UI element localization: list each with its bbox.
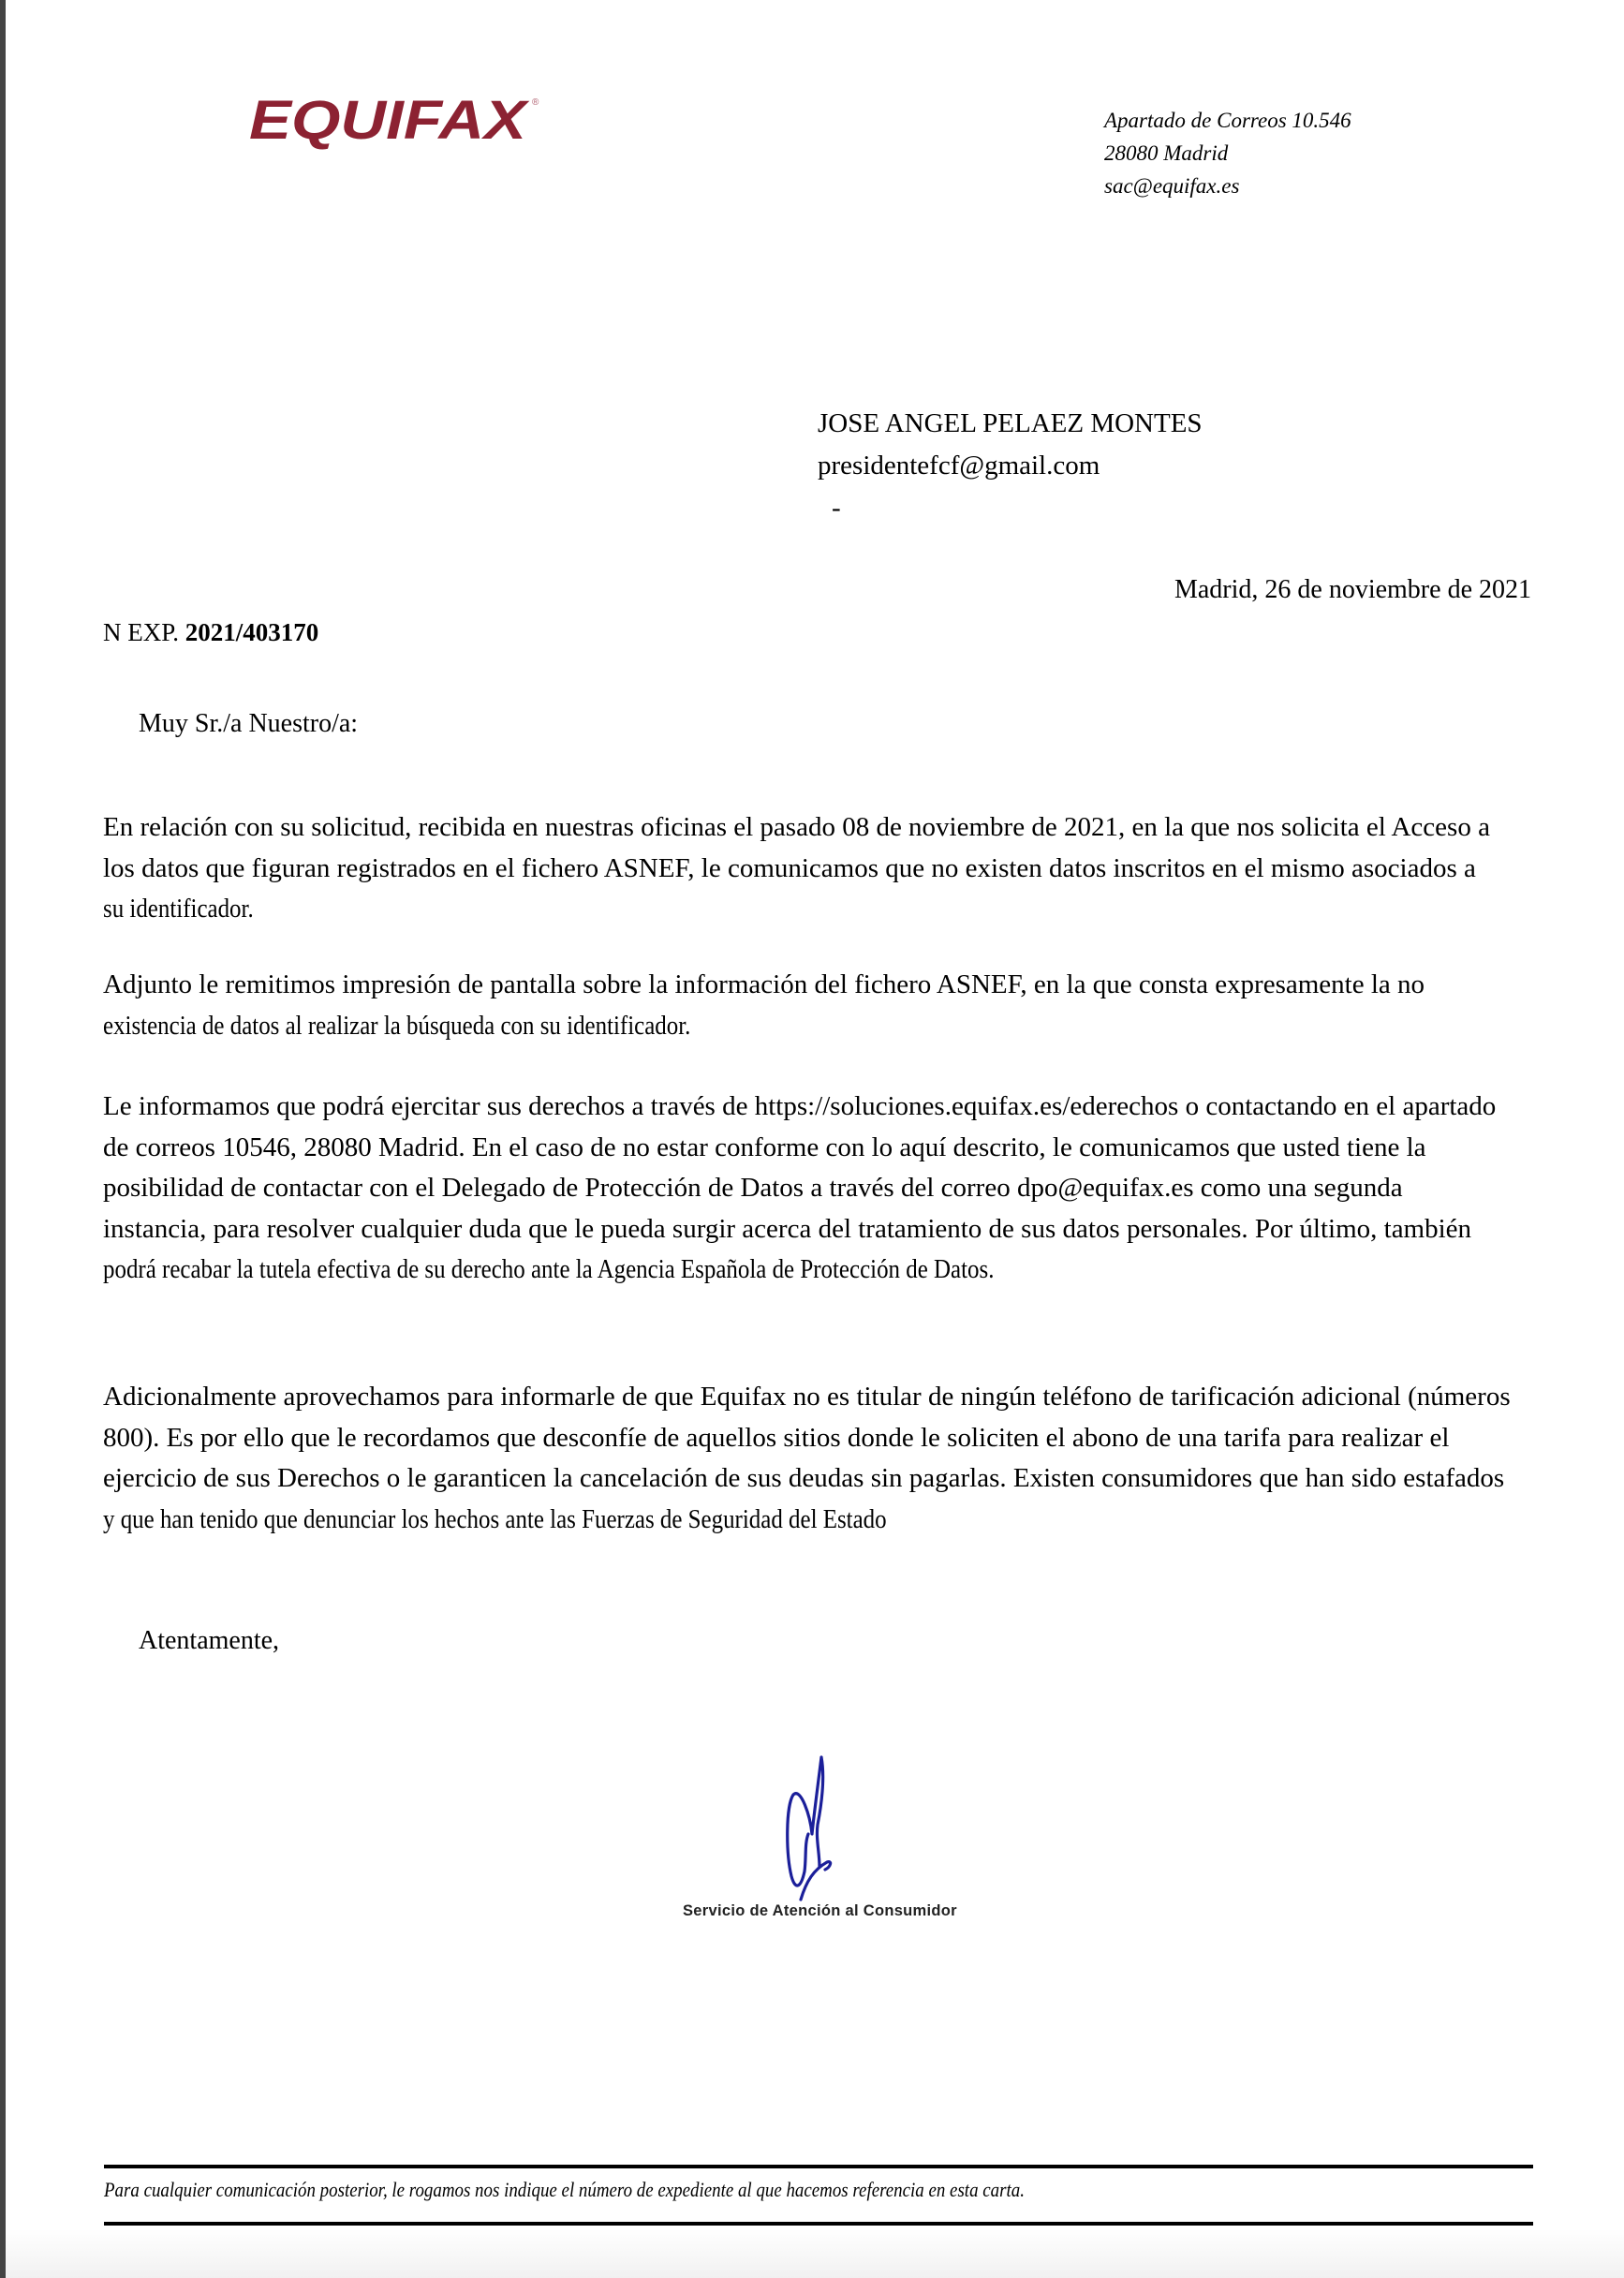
paragraph-line bbox=[103, 1500, 1522, 1541]
recipient-extra-line: - bbox=[832, 493, 841, 523]
paragraph-line-text: de correos 10546, 28080 Madrid. En el caso de no estar conforme con lo aquí descrito, le comunicamos que usted tiene la bbox=[103, 1132, 1426, 1162]
body-paragraph-4 bbox=[103, 1377, 1522, 1540]
viewer-left-border bbox=[0, 0, 6, 2278]
equifax-logo-icon bbox=[245, 86, 545, 154]
paragraph-line-text: En relación con su solicitud, recibida en nuestras oficinas el pasado 08 de noviembre de 2021, en la que nos solicita el Acceso a bbox=[103, 812, 1490, 842]
paragraph-line-text: su identificador. bbox=[103, 894, 254, 924]
paragraph-line-text: Adjunto le remitimos impresión de pantalla sobre la información del fichero ASNEF, en la que consta expresamente la no bbox=[103, 969, 1425, 999]
closing: Atentamente, bbox=[139, 1626, 280, 1655]
logo-wordmark: EQUIFAX bbox=[249, 90, 530, 151]
paragraph-line-text: posibilidad de contactar con el Delegado de Protección de Datos a través del correo dpo@equifax.es como una segunda bbox=[103, 1173, 1403, 1203]
paragraph-line bbox=[103, 1006, 1522, 1047]
paragraph-line-text: Adicionalmente aprovechamos para informarle de que Equifax no es titular de ningún teléfono de tarificación adicional (números bbox=[103, 1382, 1511, 1412]
file-reference-number: 2021/403170 bbox=[185, 618, 319, 646]
letter-date: Madrid, 26 de noviembre de 2021 bbox=[1174, 575, 1531, 604]
recipient-name: JOSE ANGEL PELAEZ MONTES bbox=[818, 408, 1203, 438]
paragraph-line-text: 800). Es por ello que le recordamos que desconfíe de aquellos sitios donde le soliciten el abono de una tarifa para realizar el bbox=[103, 1422, 1450, 1453]
paragraph-line bbox=[103, 849, 1522, 890]
registered-mark: ® bbox=[532, 97, 539, 108]
paragraph-line bbox=[103, 965, 1522, 1006]
paragraph-line-text: Le informamos que podrá ejercitar sus derechos a través de https://soluciones.equifax.es/ederechos o contactando en el apartado bbox=[103, 1091, 1497, 1121]
paragraph-line-text: existencia de datos al realizar la búsqueda con su identificador. bbox=[103, 1010, 691, 1041]
paragraph-line-text: ejercicio de sus Derechos o le garanticen la cancelación de sus deudas sin pagarlas. Existen consumidores que han sido estafados bbox=[103, 1463, 1505, 1493]
paragraph-line bbox=[103, 1250, 1522, 1291]
footer-divider-bottom bbox=[104, 2222, 1533, 2226]
sender-address-line: 28080 Madrid bbox=[1104, 141, 1229, 165]
body-paragraph-3 bbox=[103, 1087, 1522, 1291]
paragraph-line-text: y que han tenido que denunciar los hechos ante las Fuerzas de Seguridad del Estado bbox=[103, 1503, 887, 1534]
paragraph-line bbox=[103, 1458, 1522, 1500]
paragraph-line bbox=[103, 1128, 1522, 1169]
paragraph-line bbox=[103, 889, 1522, 930]
equifax-logo bbox=[245, 86, 545, 154]
paragraph-line-text: podrá recabar la tutela efectiva de su derecho ante la Agencia Española de Protección de Datos. bbox=[103, 1254, 995, 1284]
sender-address bbox=[1104, 104, 1351, 202]
paragraph-line-text: instancia, para resolver cualquier duda que le pueda surgir acerca del tratamiento de sus datos personales. Por último, también bbox=[103, 1213, 1472, 1244]
signature-icon bbox=[773, 1750, 866, 1909]
signature-caption: Servicio de Atención al Consumidor bbox=[683, 1902, 957, 1919]
paragraph-line-text: los datos que figuran registrados en el fichero ASNEF, le comunicamos que no existen datos inscritos en el mismo asociados a bbox=[103, 852, 1476, 883]
paragraph-line bbox=[103, 1209, 1522, 1250]
salutation: Muy Sr./a Nuestro/a: bbox=[139, 709, 359, 738]
recipient-email: presidentefcf@gmail.com bbox=[818, 451, 1100, 481]
sender-email: sac@equifax.es bbox=[1104, 174, 1240, 198]
body-paragraph-2 bbox=[103, 965, 1522, 1046]
paragraph-line bbox=[103, 1377, 1522, 1418]
sender-address-line: Apartado de Correos 10.546 bbox=[1104, 109, 1351, 132]
file-reference-label: N EXP. bbox=[103, 618, 180, 646]
paragraph-line bbox=[103, 1087, 1522, 1128]
paragraph-line bbox=[103, 807, 1522, 849]
paragraph-line bbox=[103, 1418, 1522, 1459]
body-paragraph-1 bbox=[103, 807, 1522, 930]
recipient-block bbox=[818, 403, 1203, 529]
footer-divider-top bbox=[104, 2165, 1533, 2168]
footer-note: Para cualquier comunicación posterior, le rogamos nos indique el número de expediente al que hacemos referencia en esta carta. bbox=[104, 2178, 1025, 2201]
paragraph-line bbox=[103, 1168, 1522, 1209]
file-reference bbox=[103, 618, 318, 647]
